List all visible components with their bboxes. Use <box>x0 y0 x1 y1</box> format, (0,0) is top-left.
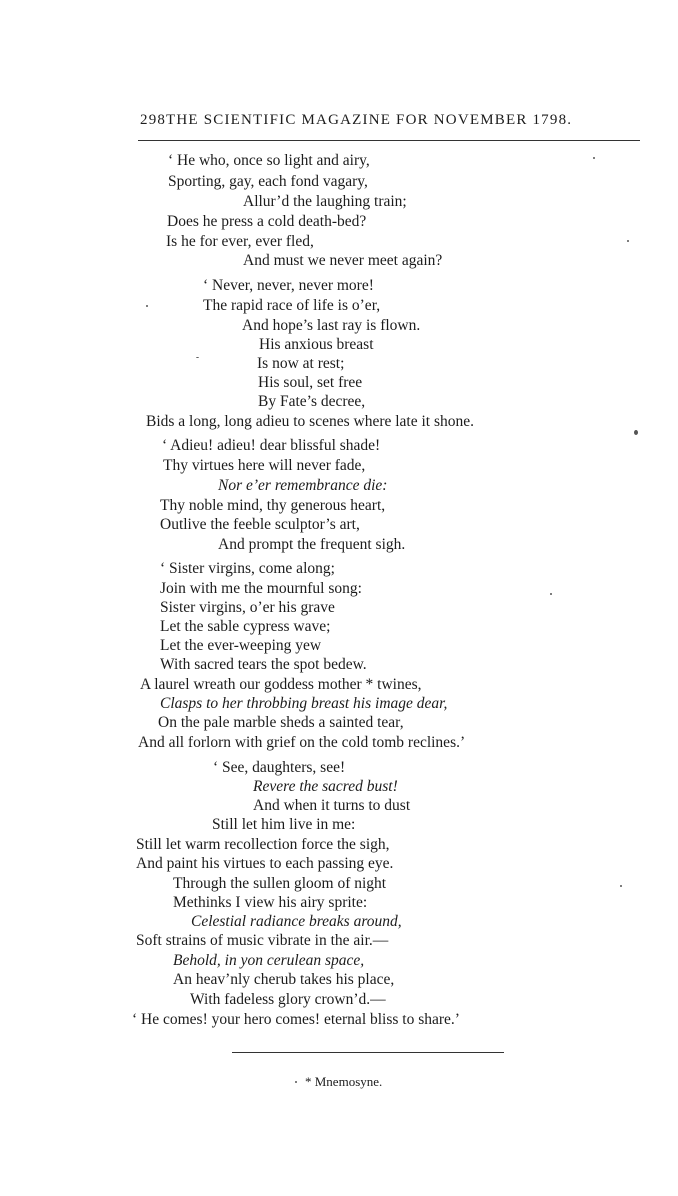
poem-line: Does he press a cold death-bed? <box>167 213 367 230</box>
running-title: THE SCIENTIFIC MAGAZINE FOR NOVEMBER 1798. <box>166 112 573 128</box>
poem-line: ‘ Sister virgins, come along; <box>160 560 335 577</box>
ink-speck <box>196 357 199 358</box>
poem-line: Methinks I view his airy sprite: <box>173 894 368 911</box>
poem-line: His anxious breast <box>259 336 374 353</box>
poem-line: And paint his virtues to each passing eye. <box>136 855 394 872</box>
poem-line: Celestial radiance breaks around, <box>191 913 402 930</box>
poem-line: Behold, in yon cerulean space, <box>173 952 365 969</box>
poem-line: And must we never meet again? <box>243 252 443 269</box>
poem-line: Bids a long, long adieu to scenes where late it shone. <box>146 413 475 430</box>
ink-speck <box>634 430 638 435</box>
poem-line: Let the ever-weeping yew <box>160 637 322 654</box>
poem-line: Nor e’er remembrance die: <box>218 477 388 494</box>
poem-line: Is he for ever, ever fled, <box>166 233 314 250</box>
poem-line: A laurel wreath our goddess mother * twines, <box>140 676 422 693</box>
ink-speck <box>593 157 595 159</box>
poem-line: An heav’nly cherub takes his place, <box>173 971 395 988</box>
poem-line: And prompt the frequent sigh. <box>218 536 406 553</box>
poem-line: Join with me the mournful song: <box>160 580 362 597</box>
poem-line: Soft strains of music vibrate in the air.— <box>136 932 389 949</box>
poem-line: With fadeless glory crown’d.— <box>190 991 386 1008</box>
footnote: * Mnemosyne. <box>305 1074 383 1089</box>
ink-speck <box>627 240 629 242</box>
poem-line: The rapid race of life is o’er, <box>203 297 381 314</box>
ink-speck <box>620 885 622 887</box>
poem-line: And when it turns to dust <box>253 797 411 814</box>
poem-line: ‘ He comes! your hero comes! eternal bliss to share.’ <box>132 1011 460 1028</box>
poem-line: Thy noble mind, thy generous heart, <box>160 497 386 514</box>
ink-speck <box>146 305 148 307</box>
poem-line: Sister virgins, o’er his grave <box>160 599 335 616</box>
ink-speck <box>550 593 552 595</box>
poem-line: Outlive the feeble sculptor’s art, <box>160 516 360 533</box>
page-header <box>140 112 620 134</box>
poem-line: Is now at rest; <box>257 355 345 372</box>
poem-line: Thy virtues here will never fade, <box>163 457 366 474</box>
poem-line: And all forlorn with grief on the cold tomb reclines.’ <box>138 734 466 751</box>
poem-line: Revere the sacred bust! <box>253 778 398 795</box>
poem-line: Let the sable cypress wave; <box>160 618 331 635</box>
poem-line: Clasps to her throbbing breast his image dear, <box>160 695 448 712</box>
poem-line: And hope’s last ray is flown. <box>242 317 421 334</box>
poem-line: With sacred tears the spot bedew. <box>160 656 367 673</box>
poem-line: Sporting, gay, each fond vagary, <box>168 173 368 190</box>
poem-line: ‘ See, daughters, see! <box>213 759 346 776</box>
poem-line: Through the sullen gloom of night <box>173 875 387 892</box>
poem-line: His soul, set free <box>258 374 363 391</box>
header-rule <box>138 140 640 141</box>
poem-line: On the pale marble sheds a sainted tear, <box>158 714 404 731</box>
poem-line: Allur’d the laughing train; <box>243 193 407 210</box>
poem-line: By Fate’s decree, <box>258 393 366 410</box>
poem-line: ‘ Never, never, never more! <box>203 277 374 294</box>
poem-line: ‘ He who, once so light and airy, <box>168 152 370 169</box>
ink-speck <box>295 1081 297 1083</box>
footnote-rule <box>232 1052 504 1053</box>
page-number: 298 <box>140 112 167 128</box>
poem-line: Still let warm recollection force the sigh, <box>136 836 390 853</box>
poem-line: ‘ Adieu! adieu! dear blissful shade! <box>162 437 381 454</box>
poem-line: Still let him live in me: <box>212 816 356 833</box>
